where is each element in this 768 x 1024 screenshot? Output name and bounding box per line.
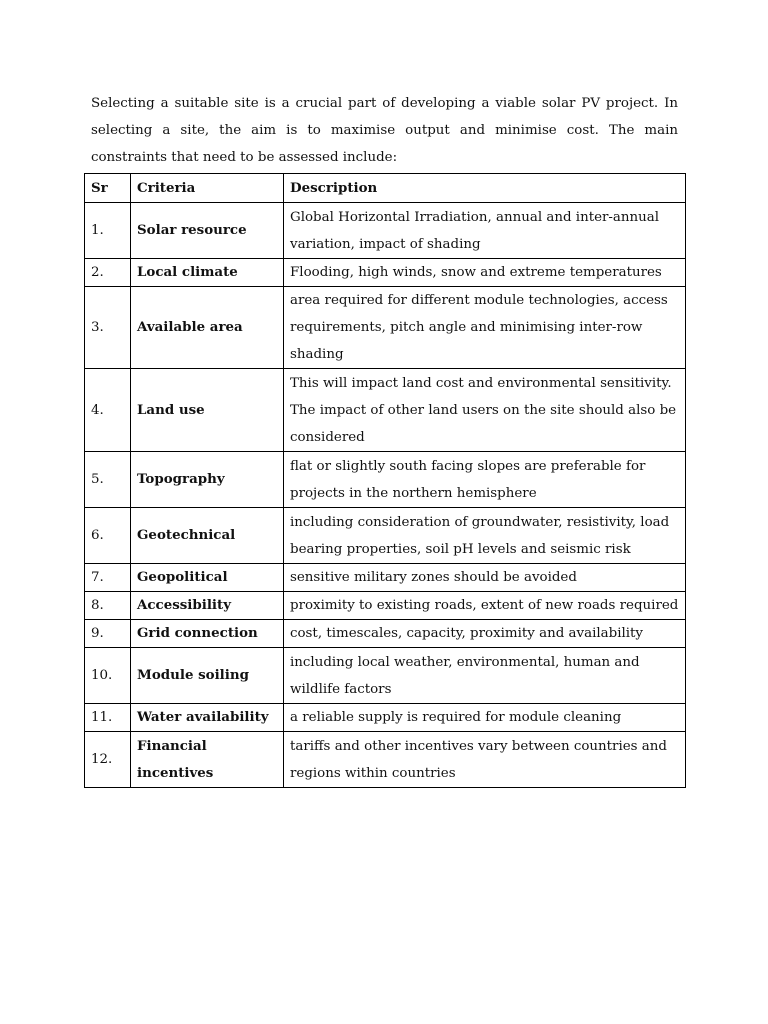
row-criteria: Accessibility	[131, 592, 284, 620]
row-sr: 4.	[85, 369, 131, 452]
row-sr: 2.	[85, 259, 131, 287]
row-description: area required for different module technologies, access requirements, pitch angle and minimising inter-row shading	[284, 287, 686, 369]
table-row	[85, 564, 686, 592]
site-criteria-table	[84, 173, 686, 788]
row-description: including consideration of groundwater, resistivity, load bearing properties, soil pH levels and seismic risk	[284, 508, 686, 564]
row-criteria: Available area	[131, 287, 284, 369]
header-criteria: Criteria	[131, 174, 284, 203]
table-row	[85, 259, 686, 287]
row-description: tariffs and other incentives vary between countries and regions within countries	[284, 732, 686, 788]
row-description: Flooding, high winds, snow and extreme temperatures	[284, 259, 686, 287]
row-description: sensitive military zones should be avoided	[284, 564, 686, 592]
intro-paragraph: Selecting a suitable site is a crucial part of developing a viable solar PV project. In selecting a site, the aim is to maximise output and minimise cost. The main constraints that need to be assessed include:	[91, 96, 678, 165]
row-sr: 11.	[85, 704, 131, 732]
row-description: proximity to existing roads, extent of new roads required	[284, 592, 686, 620]
row-sr: 9.	[85, 620, 131, 648]
row-criteria: Geopolitical	[131, 564, 284, 592]
table-row	[85, 287, 686, 369]
row-criteria: Land use	[131, 369, 284, 452]
row-sr: 5.	[85, 452, 131, 508]
header-description: Description	[284, 174, 686, 203]
row-criteria: Geotechnical	[131, 508, 284, 564]
row-description: cost, timescales, capacity, proximity and availability	[284, 620, 686, 648]
row-criteria: Grid connection	[131, 620, 284, 648]
row-description: Global Horizontal Irradiation, annual and inter-annual variation, impact of shading	[284, 203, 686, 259]
row-criteria: Water availability	[131, 704, 284, 732]
table-row	[85, 648, 686, 704]
row-criteria: Solar resource	[131, 203, 284, 259]
row-sr: 6.	[85, 508, 131, 564]
row-description: flat or slightly south facing slopes are preferable for projects in the northern hemisphere	[284, 452, 686, 508]
table-row	[85, 369, 686, 452]
row-sr: 1.	[85, 203, 131, 259]
table-row	[85, 620, 686, 648]
table-row	[85, 452, 686, 508]
row-description: including local weather, environmental, human and wildlife factors	[284, 648, 686, 704]
row-sr: 8.	[85, 592, 131, 620]
header-sr: Sr	[85, 174, 131, 203]
table-row	[85, 732, 686, 788]
table-header-row	[85, 174, 686, 203]
table-row	[85, 508, 686, 564]
row-sr: 10.	[85, 648, 131, 704]
row-sr: 7.	[85, 564, 131, 592]
row-criteria: Topography	[131, 452, 284, 508]
row-description: This will impact land cost and environmental sensitivity. The impact of other land users on the site should also be considered	[284, 369, 686, 452]
row-sr: 12.	[85, 732, 131, 788]
table-row	[85, 704, 686, 732]
row-criteria: Module soiling	[131, 648, 284, 704]
table-row	[85, 203, 686, 259]
row-criteria: Financial incentives	[131, 732, 284, 788]
row-description: a reliable supply is required for module cleaning	[284, 704, 686, 732]
row-criteria: Local climate	[131, 259, 284, 287]
row-sr: 3.	[85, 287, 131, 369]
table-row	[85, 592, 686, 620]
